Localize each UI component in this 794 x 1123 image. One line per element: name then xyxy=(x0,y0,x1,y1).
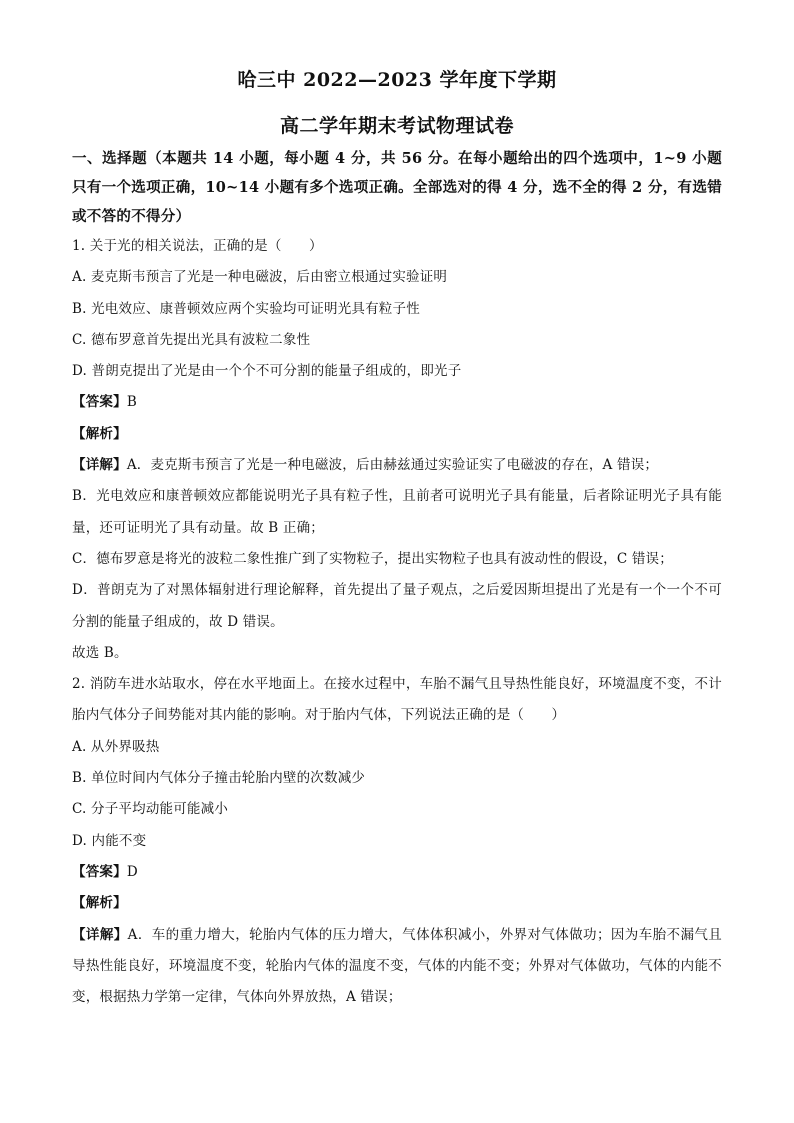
section-instructions: 一、选择题（本题共 14 小题，每小题 4 分，共 56 分。在每小题给出的四个选项中，1~9 小题只有一个选项正确，10~14 小题有多个选项正确。全部选对的得 4 分，选不全的得 2 分，有选错或不答的不得分） xyxy=(72,150,722,225)
exam-title-line2: 高二学年期末考试物理试卷 xyxy=(279,115,514,137)
q1-answer-tag: 【答案】 xyxy=(72,394,127,411)
q2-detail-a xyxy=(72,920,722,1014)
exam-title-line1: 哈三中 2022—2023 学年度下学期 xyxy=(237,69,557,91)
q2-option-a: A. 从外界吸热 xyxy=(72,738,160,755)
q1-detail-b: B．光电效应和康普顿效应都能说明光子具有粒子性，且前者可说明光子具有能量，后者除证明光子具有能量，还可证明光了具有动量。故 B 正确； xyxy=(72,488,722,536)
q1-option-d: D. 普朗克提出了光是由一个个不可分割的能量子组成的，即光子 xyxy=(72,363,462,380)
q1-answer-value: B xyxy=(126,394,137,411)
q1-detail-a-text: A．麦克斯韦预言了光是一种电磁波，后由赫兹通过实验证实了电磁波的存在，A 错误； xyxy=(126,457,659,474)
q1-conclusion: 故选 B。 xyxy=(72,644,128,661)
q2-option-d: D. 内能不变 xyxy=(72,832,147,849)
q2-option-c: C. 分子平均动能可能减小 xyxy=(72,801,229,818)
q1-detail-d: D．普朗克为了对黑体辐射进行理论解释，首先提出了量子观点，之后爱因斯坦提出了光是有一个一个不可分割的能量子组成的，故 D 错误。 xyxy=(72,582,722,630)
q2-answer xyxy=(72,857,722,888)
q1-analysis-tag: 【解析】 xyxy=(72,425,127,442)
q1-option-a: A. 麦克斯韦预言了光是一种电磁波，后由密立根通过实验证明 xyxy=(72,269,448,286)
q2-answer-value: D xyxy=(126,863,138,880)
q2-stem: 2. 消防车进水站取水，停在水平地面上。在接水过程中，车胎不漏气且导热性能良好，环境温度不变，不计胎内气体分子间势能对其内能的影响。对于胎内气体，下列说法正确的是（ ） xyxy=(72,676,722,724)
q2-analysis-tag: 【解析】 xyxy=(72,895,127,912)
q1-option-c: C. 德布罗意首先提出光具有波粒二象性 xyxy=(72,331,311,348)
q2-option-b: B. 单位时间内气体分子撞击轮胎内壁的次数减少 xyxy=(72,770,366,787)
q1-detail-c: C．德布罗意是将光的波粒二象性推广到了实物粒子，提出实物粒子也具有波动性的假设，C 错误； xyxy=(72,550,673,567)
q2-answer-tag: 【答案】 xyxy=(72,863,127,880)
q2-detail-a-text: A．车的重力增大，轮胎内气体的压力增大，气体体积减小，外界对气体做功；因为车胎不漏气且导热性能良好，环境温度不变，轮胎内气体的温度不变，气体的内能不变；外界对气体做功，气体的内能不变，根据热力学第一定律，气体向外界放热，A 错误； xyxy=(72,926,722,1006)
q1-stem: 1. 关于光的相关说法，正确的是（ ） xyxy=(72,238,323,254)
q1-detail-a xyxy=(72,450,722,481)
document-content xyxy=(72,68,722,1013)
q2-detail-tag: 【详解】 xyxy=(72,926,128,943)
q1-detail-tag: 【详解】 xyxy=(72,457,127,474)
q1-option-b: B. 光电效应、康普顿效应两个实验均可证明光具有粒子性 xyxy=(72,300,420,317)
q1-answer xyxy=(72,387,722,418)
